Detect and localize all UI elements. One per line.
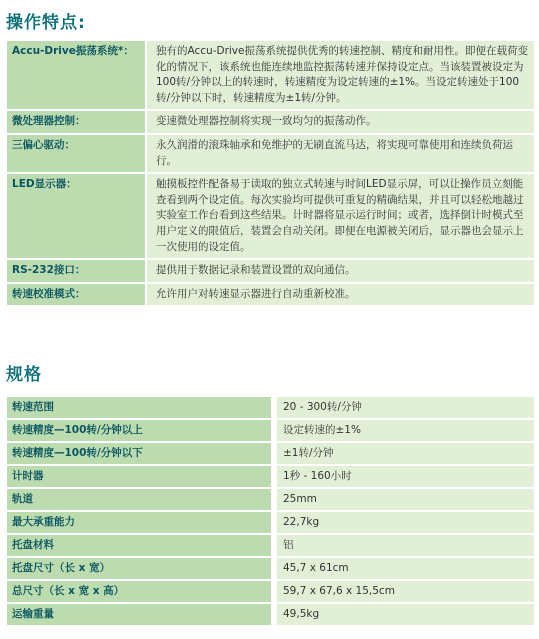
feature-row (7, 259, 534, 283)
spec-row (7, 397, 534, 419)
features-body (7, 41, 534, 306)
feature-row-label: 微处理器控制： (7, 110, 146, 134)
spec-row-label: 转速精度—100转/分钟以下 (7, 442, 274, 465)
spec-row-label: 运输重量 (7, 603, 274, 626)
features-table (7, 41, 534, 307)
spec-row (7, 557, 534, 580)
spec-row-value: 22,7kg (274, 511, 534, 534)
features-heading: 操作特点: (6, 13, 86, 33)
spec-row-label: 轨道 (7, 488, 274, 511)
spec-row-label: 托盘尺寸（长 x 宽） (7, 557, 274, 580)
spec-row (7, 442, 534, 465)
spec-row-value: 49,5kg (274, 603, 534, 626)
spec-row-label: 计时器 (7, 465, 274, 488)
spec-row-value: 25mm (274, 488, 534, 511)
feature-row-label: 转速校准模式： (7, 283, 146, 307)
feature-row (7, 173, 534, 259)
spec-row-value: 设定转速的±1% (274, 419, 534, 442)
spec-row-label: 总尺寸（长 x 宽 x 高） (7, 580, 274, 603)
feature-row-value: 提供用于数据记录和装置设置的双向通信。 (146, 259, 534, 283)
feature-row (7, 41, 534, 110)
spec-row (7, 465, 534, 488)
feature-row-label: RS-232接口： (7, 259, 146, 283)
feature-row-value: 永久润滑的滚珠轴承和免维护的无刷直流马达，将实现可靠使用和连续负荷运行。 (146, 134, 534, 173)
feature-row-value: 允许用户对转速显示器进行自动重新校准。 (146, 283, 534, 307)
spec-row (7, 511, 534, 534)
feature-row-value: 变速微处理器控制将实现一致均匀的振荡动作。 (146, 110, 534, 134)
feature-row (7, 110, 534, 134)
spec-row (7, 419, 534, 442)
spec-row-label: 最大承重能力 (7, 511, 274, 534)
feature-row (7, 283, 534, 307)
spec-row-value: 45,7 x 61cm (274, 557, 534, 580)
spec-row-value: 铝 (274, 534, 534, 557)
feature-row-value: 触摸板控件配备易于读取的独立式转速与时间LED显示屏，可以让操作员立刻能查看到两个设定值。每次实验均可提供可重复的精确结果，并且可以轻松地越过实验室工作台看到这些结果。计时器将显示运行时间；或者，选择倒计时模式至用户定义的限值后，装置会自动关闭。即便在电源被关闭后，显示器也会显示上一次使用的设定值。 (146, 173, 534, 259)
feature-row-label: LED显示器： (7, 173, 146, 259)
feature-row (7, 134, 534, 173)
spec-row-value: 20 - 300转/分钟 (274, 397, 534, 419)
spec-row-label: 托盘材料 (7, 534, 274, 557)
specs-body (7, 397, 534, 626)
spec-row-label: 转速精度—100转/分钟以上 (7, 419, 274, 442)
spec-row-value: 59,7 x 67,6 x 15,5cm (274, 580, 534, 603)
spec-row (7, 488, 534, 511)
specs-heading: 规格 (6, 365, 42, 385)
spec-row-label: 转速范围 (7, 397, 274, 419)
specs-table (7, 397, 534, 627)
feature-row-label: Accu-Drive振荡系统*： (7, 41, 146, 110)
spec-row (7, 580, 534, 603)
spec-row-value: ±1转/分钟 (274, 442, 534, 465)
spec-row-value: 1秒 - 160小时 (274, 465, 534, 488)
spec-row (7, 534, 534, 557)
feature-row-label: 三偏心驱动： (7, 134, 146, 173)
spec-row (7, 603, 534, 626)
feature-row-value: 独有的Accu-Drive振荡系统提供优秀的转速控制、精度和耐用性。即便在载荷变化的情况下，该系统也能连续地监控振荡转速并保持设定点。当该装置被设定为100转/分钟以上的转速时，转速精度为设定转速的±1%。当设定转速处于100转/分钟以下时，转速精度为±1转/分钟。 (146, 41, 534, 110)
